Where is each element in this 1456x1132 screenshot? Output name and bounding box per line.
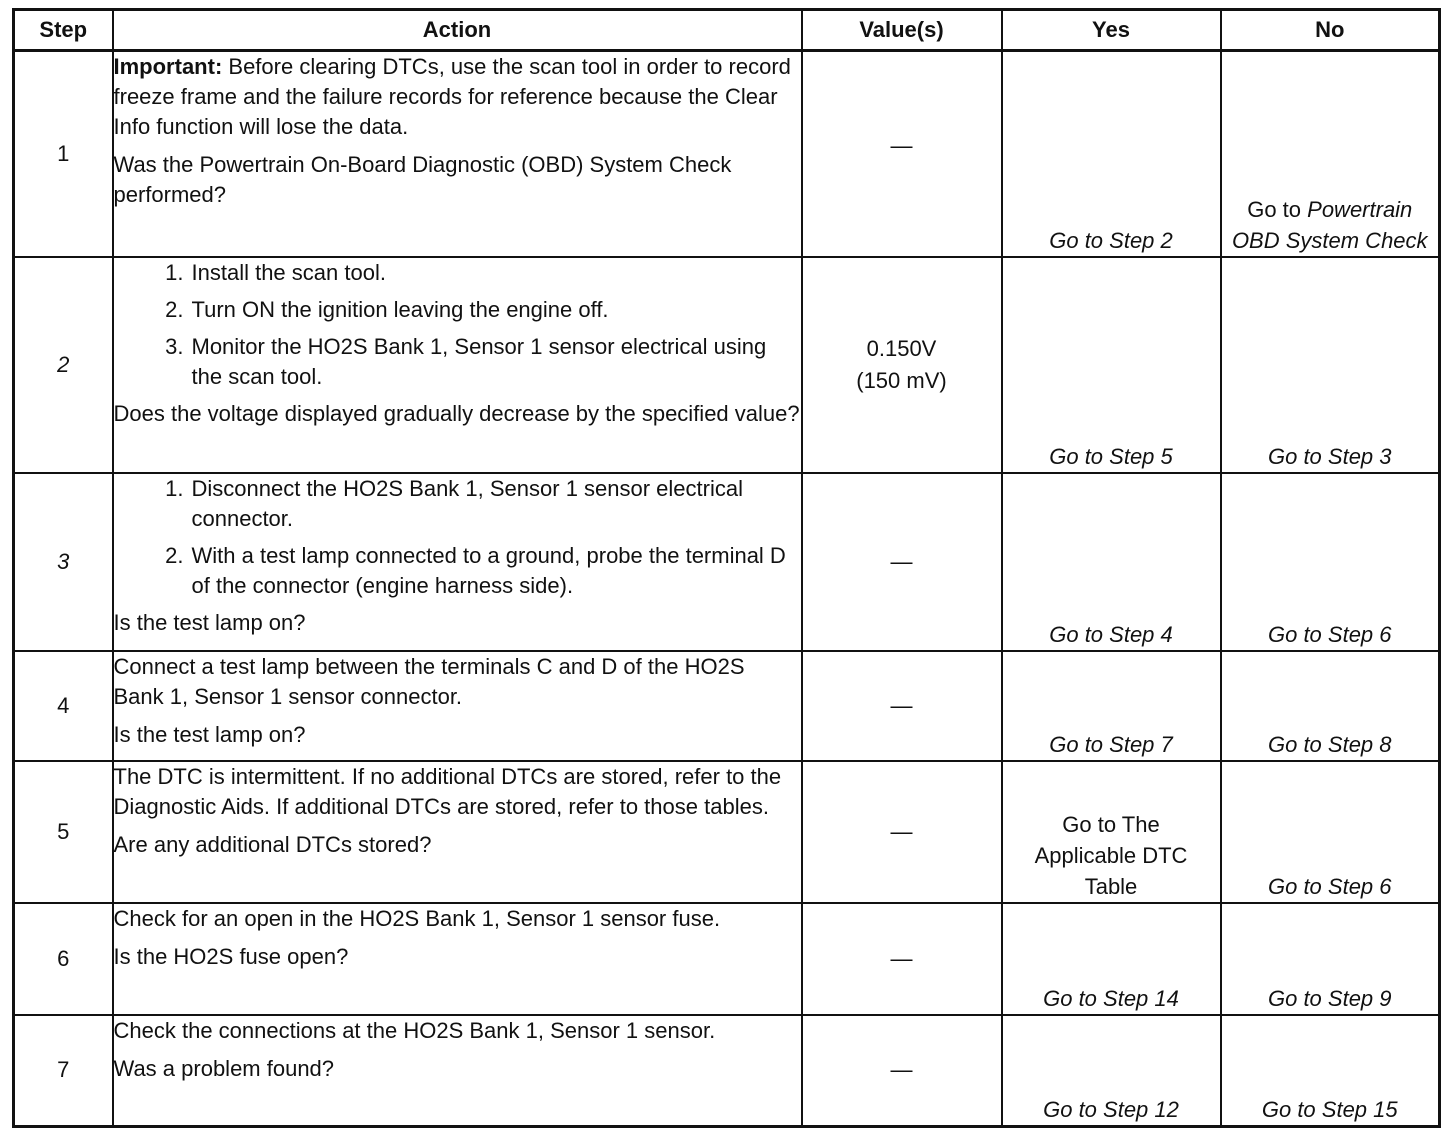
table-row <box>14 903 1440 1015</box>
step-number: 5 <box>14 761 113 903</box>
header-action: Action <box>113 10 802 51</box>
list-item: 2. Turn ON the ignition leaving the engine off. <box>165 296 609 322</box>
action-question: Does the voltage displayed gradually decrease by the specified value? <box>113 400 800 426</box>
table-row <box>14 651 1440 761</box>
action-question: Was a problem found? <box>113 1055 335 1081</box>
list-item: 3. Monitor the HO2S Bank 1, Sensor 1 sensor electrical using the scan tool. <box>165 333 767 389</box>
action-steps-list <box>114 258 801 392</box>
no-cell <box>1221 51 1440 257</box>
no-cell: Go to Step 3 <box>1221 257 1440 473</box>
no-cell: Go to Step 6 <box>1221 761 1440 903</box>
yes-cell: Go to Step 4 <box>1002 473 1221 651</box>
step-number: 7 <box>14 1015 113 1127</box>
header-row <box>14 10 1440 51</box>
step-number: 2 <box>14 257 113 473</box>
header-no: No <box>1221 10 1440 51</box>
important-note <box>114 52 801 142</box>
value-cell: — <box>802 473 1002 651</box>
action-cell <box>113 903 802 1015</box>
step-number: 1 <box>14 51 113 257</box>
header-step: Step <box>14 10 113 51</box>
list-item: 2. With a test lamp connected to a ground, probe the terminal D of the connector (engine harness side). <box>165 542 786 598</box>
yes-cell: Go to Step 5 <box>1002 257 1221 473</box>
action-text: Check the connections at the HO2S Bank 1, Sensor 1 sensor. <box>113 1017 716 1043</box>
step-number: 6 <box>14 903 113 1015</box>
table-row <box>14 473 1440 651</box>
step-number: 3 <box>14 473 113 651</box>
step-number: 4 <box>14 651 113 761</box>
value-cell: — <box>802 761 1002 903</box>
table-row <box>14 761 1440 903</box>
list-item: 1. Install the scan tool. <box>165 259 386 285</box>
no-go-to-prefix: Go to <box>1247 196 1302 222</box>
value-line: (150 mV) <box>856 367 947 393</box>
table-row <box>14 1015 1440 1127</box>
action-question: Was the Powertrain On-Board Diagnostic (OBD) System Check performed? <box>113 152 732 207</box>
no-cell: Go to Step 9 <box>1221 903 1440 1015</box>
yes-cell: Go to Step 14 <box>1002 903 1221 1015</box>
no-cell: Go to Step 6 <box>1221 473 1440 651</box>
no-link-text: Powertrain OBD System Check <box>1231 196 1428 253</box>
value-cell <box>802 257 1002 473</box>
no-cell: Go to Step 8 <box>1221 651 1440 761</box>
list-item: 1. Disconnect the HO2S Bank 1, Sensor 1 sensor electrical connector. <box>165 475 743 531</box>
value-cell: — <box>802 51 1002 257</box>
action-cell <box>113 473 802 651</box>
action-text: The DTC is intermittent. If no additional DTCs are stored, refer to the Diagnostic Aids. If additional DTCs are stored, refer to those tables. <box>113 763 782 819</box>
no-cell: Go to Step 15 <box>1221 1015 1440 1127</box>
value-cell: — <box>802 903 1002 1015</box>
action-question: Are any additional DTCs stored? <box>113 831 432 857</box>
value-line: 0.150V <box>866 335 937 361</box>
header-values: Value(s) <box>802 10 1002 51</box>
important-text: Before clearing DTCs, use the scan tool in order to record freeze frame and the failure records for reference because the Clear Info function will lose the data. <box>113 54 791 139</box>
yes-cell: Go to The Applicable DTC Table <box>1002 761 1221 903</box>
table-row <box>14 257 1440 473</box>
value-cell: — <box>802 651 1002 761</box>
action-cell <box>113 761 802 903</box>
action-steps-list <box>114 474 801 601</box>
action-cell <box>113 651 802 761</box>
yes-cell: Go to Step 12 <box>1002 1015 1221 1127</box>
yes-cell: Go to Step 2 <box>1002 51 1221 257</box>
action-question: Is the test lamp on? <box>113 609 306 635</box>
action-cell <box>113 51 802 257</box>
action-cell <box>113 257 802 473</box>
yes-cell: Go to Step 7 <box>1002 651 1221 761</box>
action-question: Is the test lamp on? <box>113 721 306 747</box>
table-row <box>14 51 1440 257</box>
diagnostic-table <box>12 8 1441 1128</box>
action-text: Connect a test lamp between the terminals C and D of the HO2S Bank 1, Sensor 1 sensor connector. <box>113 653 745 709</box>
action-cell <box>113 1015 802 1127</box>
value-cell: — <box>802 1015 1002 1127</box>
action-text: Check for an open in the HO2S Bank 1, Sensor 1 sensor fuse. <box>113 905 721 931</box>
action-question: Is the HO2S fuse open? <box>113 943 349 969</box>
important-label: Important: <box>113 54 223 79</box>
header-yes: Yes <box>1002 10 1221 51</box>
